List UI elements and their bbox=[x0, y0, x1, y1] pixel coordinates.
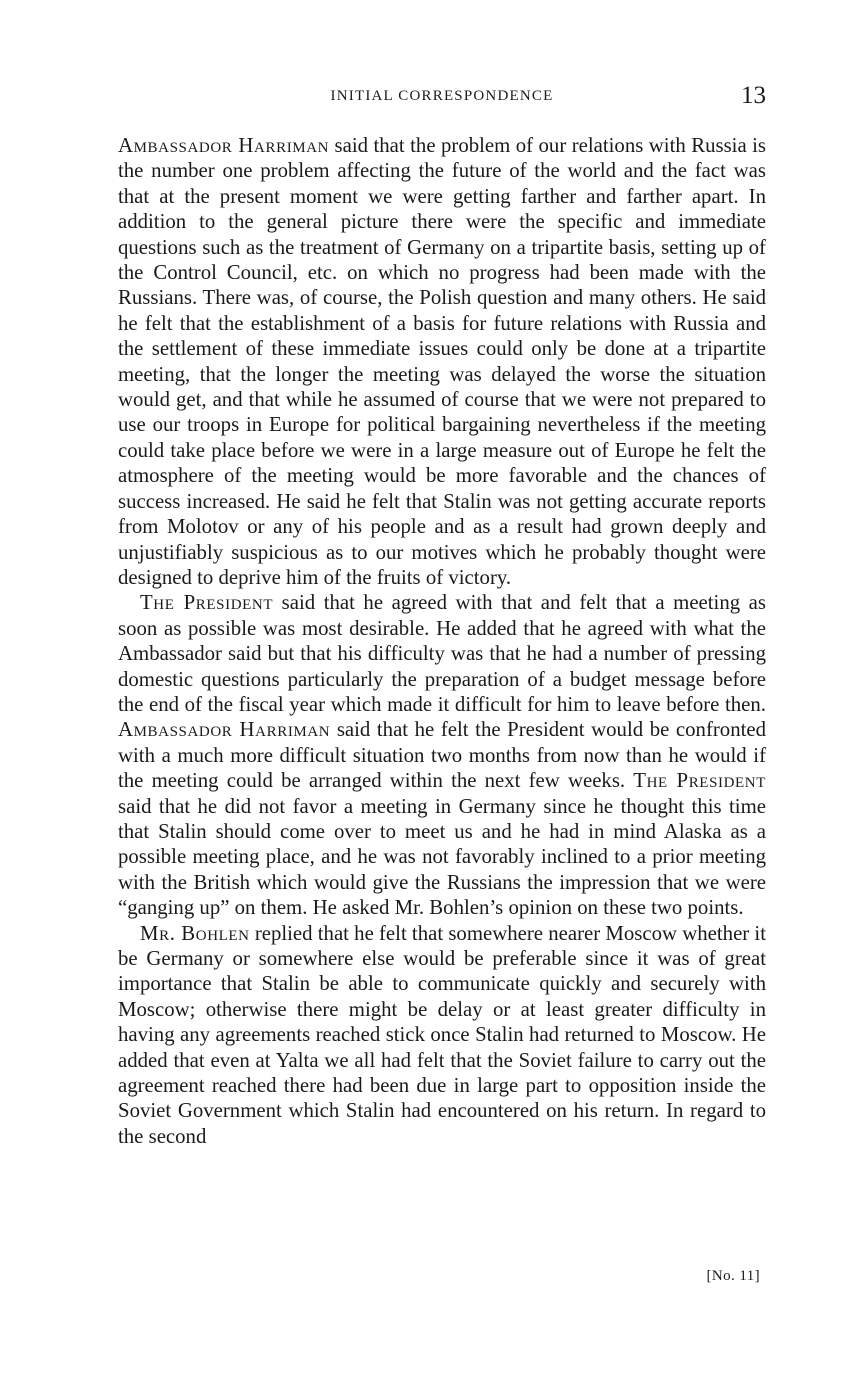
paragraph-text: replied that he felt that somewhere nearer Moscow whether it be Germany or somewhere else would be preferable since it was of great importance that Stalin be able to communicate quickly and securely with Moscow; otherwise there might be delay or at least greater difficulty in having any agreements reached stick once Stalin had returned to Moscow. He added that even at Yalta we all had felt that the Soviet failure to carry out the agreement reached there had been due in large part to opposition inside the Soviet Government which Stalin had encountered on his return. In regard to the second bbox=[118, 921, 766, 1148]
speaker-ambassador-harriman: Ambassador Harriman bbox=[118, 718, 331, 742]
document-number: [No. 11] bbox=[706, 1268, 760, 1284]
paragraph-text: said that he agreed with that and felt that a meeting as soon as possible was most desirable. He added that he agreed with what the Ambassador said but that his difficulty was that he had a number of pressing domestic questions particularly the preparation of a budget message before the end of the fiscal year which made it difficult for him to leave before then. bbox=[118, 591, 766, 716]
speaker-the-president: The President bbox=[633, 769, 767, 793]
paragraph-text: said that he felt the President would be confronted with a much more difficult situation two months from now than he would if the meeting could be arranged within the next few weeks. bbox=[118, 718, 766, 793]
running-head bbox=[118, 84, 766, 114]
speaker-mr-bohlen: Mr. Bohlen bbox=[140, 921, 250, 945]
paragraph-president bbox=[118, 590, 766, 920]
paragraph-text: said that he did not favor a meeting in Germany since he thought this time that Stalin should come over to meet us and he had in mind Alaska as a possible meeting place, and he was not favorably inclined to a prior meeting with the British which would give the Russians the impression that we were “ganging up” on them. He asked Mr. Bohlen’s opinion on these two points. bbox=[118, 794, 766, 920]
page-number: 13 bbox=[741, 82, 766, 109]
speaker-the-president: The President bbox=[140, 591, 274, 615]
speaker-ambassador-harriman: Ambassador Harriman bbox=[118, 134, 330, 157]
body-text bbox=[118, 133, 766, 1149]
paragraph-bohlen bbox=[118, 921, 766, 1150]
paragraph-harriman bbox=[118, 133, 766, 590]
running-title: INITIAL CORRESPONDENCE bbox=[330, 88, 554, 104]
paragraph-text: said that the problem of our relations with Russia is the number one problem affecting the future of the world and the fact was that at the present moment we were getting farther and farther apart. In addition to the general picture there were the specific and immediate questions such as the treatment of Germany on a tripartite basis, setting up of the Control Council, etc. on which no progress had been made with the Russians. There was, of course, the Polish question and many others. He said he felt that the establishment of a basis for future relations with Russia and the settlement of these immediate issues could only be done at a tripartite meeting, that the longer the meeting was delayed the worse the situation would get, and that while he assumed of course that we were not prepared to use our troops in Europe for political bargaining nevertheless if the meeting could take place before we were in a large measure out of Europe he felt the atmosphere of the meeting would be more favorable and the chances of success increased. He said he felt that Stalin was not getting accurate reports from Molotov or any of his people and as a result had grown deeply and unjustifiably suspicious as to our motives which he probably thought were designed to deprive him of the fruits of victory. bbox=[118, 134, 766, 589]
